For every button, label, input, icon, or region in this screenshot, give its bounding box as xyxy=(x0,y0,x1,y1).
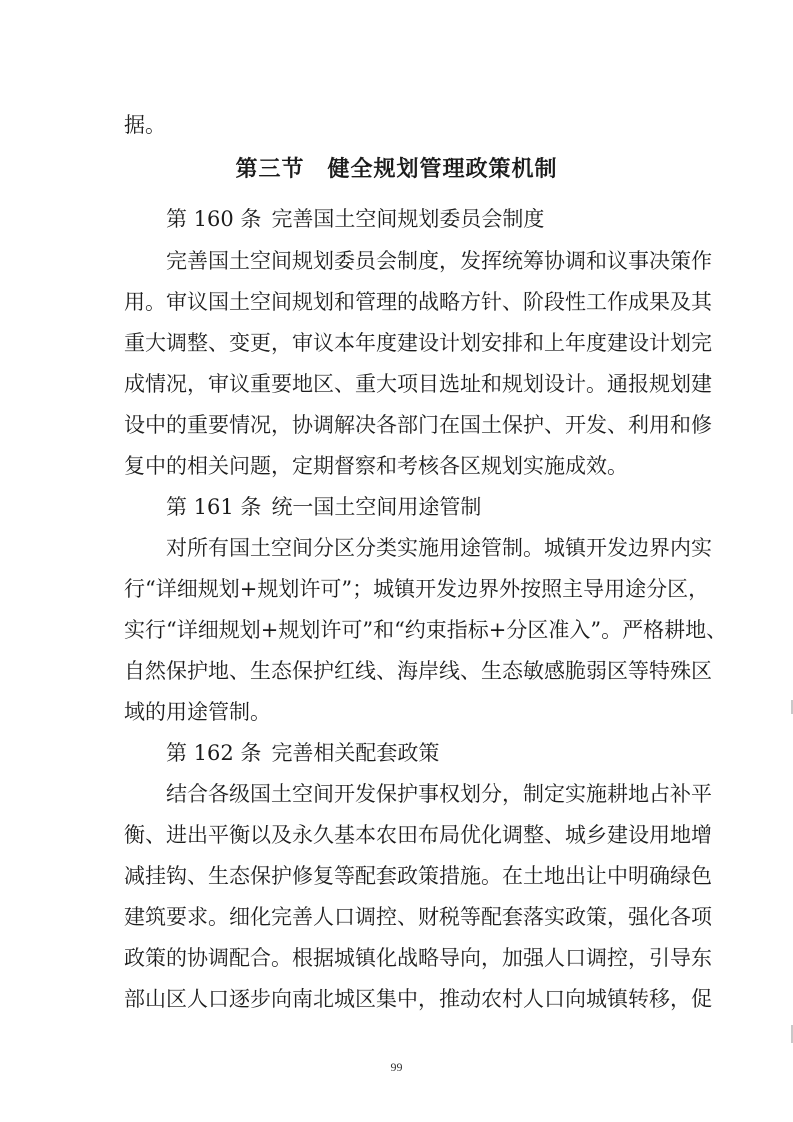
article-heading-162 xyxy=(166,741,439,765)
paragraph-line: 对所有国土空间分区分类实施用途管制。城镇开发边界内实 xyxy=(166,536,712,560)
paragraph-line: 自然保护地、生态保护红线、海岸线、生态敏感脆弱区等特殊区 xyxy=(124,659,712,683)
paragraph-line: 成情况，审议重要地区、重大项目选址和规划设计。通报规划建 xyxy=(124,372,712,396)
paragraph-line: 结合各级国土空间开发保护事权划分，制定实施耕地占补平 xyxy=(166,782,712,806)
article-number: 第 160 条 xyxy=(166,207,262,231)
section-title: 第三节 健全规划管理政策机制 xyxy=(235,157,558,182)
article-number: 第 162 条 xyxy=(166,741,262,765)
paragraph-line: 政策的协调配合。根据城镇化战略导向，加强人口调控，引导东 xyxy=(124,946,712,970)
paragraph-line: 设中的重要情况，协调解决各部门在国土保护、开发、利用和修 xyxy=(124,413,712,437)
article-number: 第 161 条 xyxy=(166,495,262,519)
paragraph-line: 部山区人口逐步向南北城区集中，推动农村人口向城镇转移，促 xyxy=(124,987,712,1011)
article-heading-160 xyxy=(166,207,544,231)
article-title: 统一国土空间用途管制 xyxy=(271,495,482,519)
paragraph-line: 域的用途管制。 xyxy=(124,700,271,724)
article-title: 完善相关配套政策 xyxy=(271,741,440,765)
paragraph-line: 减挂钩、生态保护修复等配套政策措施。在土地出让中明确绿色 xyxy=(124,864,712,888)
paragraph-line: 完善国土空间规划委员会制度，发挥统筹协调和议事决策作 xyxy=(166,249,712,273)
article-title: 完善国土空间规划委员会制度 xyxy=(271,207,545,231)
carry-over-text: 据。 xyxy=(124,113,166,137)
paragraph-line: 衡、进出平衡以及永久基本农田布局优化调整、城乡建设用地增 xyxy=(124,823,712,847)
paragraph-line: 实行“详细规划+规划许可”和“约束指标+分区准入”。严格耕地、 xyxy=(124,618,728,642)
paragraph-line: 重大调整、变更，审议本年度建设计划安排和上年度建设计划完 xyxy=(124,331,712,355)
paragraph-line: 行“详细规划+规划许可”；城镇开发边界外按照主导用途分区， xyxy=(124,577,710,601)
article-heading-161 xyxy=(166,495,481,519)
paragraph-line: 建筑要求。细化完善人口调控、财税等配套落实政策，强化各项 xyxy=(124,905,712,929)
page-number: 99 xyxy=(390,1060,403,1074)
paragraph-line: 用。审议国土空间规划和管理的战略方针、阶段性工作成果及其 xyxy=(124,290,712,314)
paragraph-line: 复中的相关问题，定期督察和考核各区规划实施成效。 xyxy=(124,454,628,478)
